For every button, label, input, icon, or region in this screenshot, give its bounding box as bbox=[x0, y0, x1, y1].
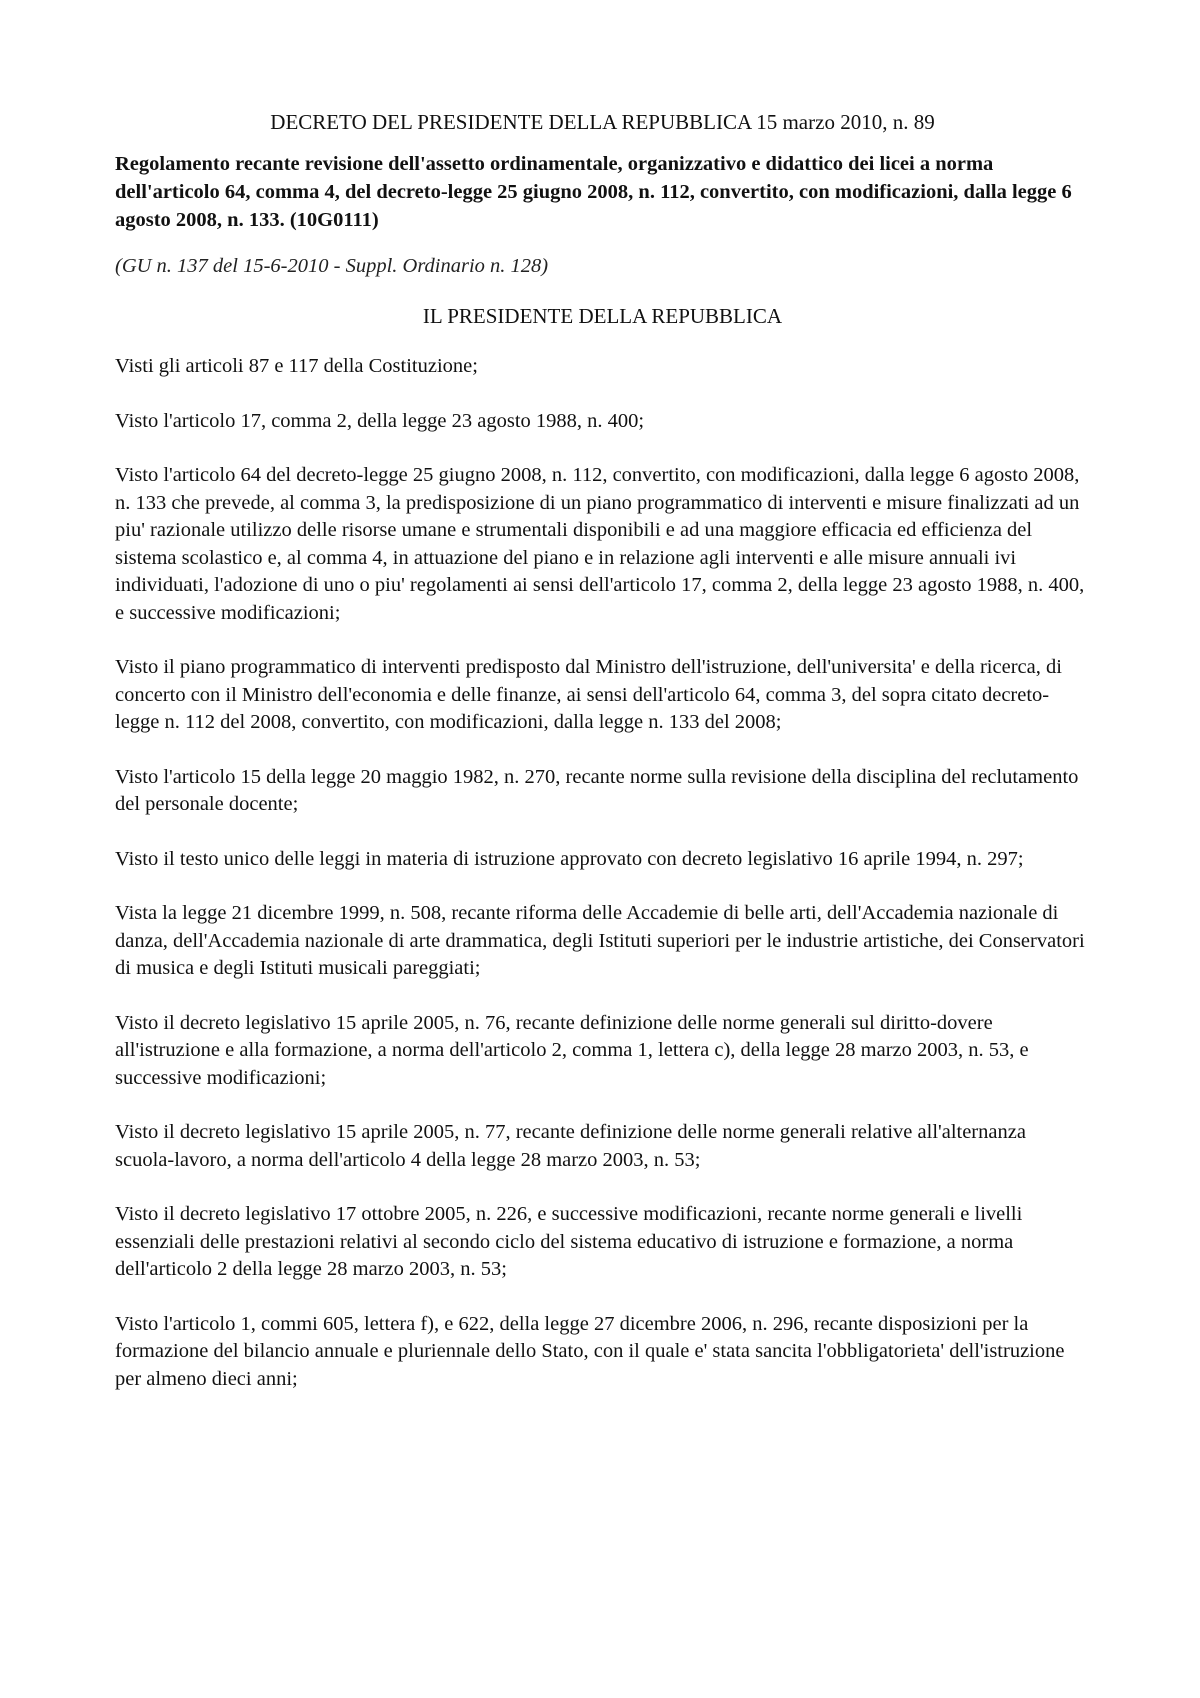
paragraph: Visto il testo unico delle leggi in materia di istruzione approvato con decreto legislativo 16 aprile 1994, n. 297; bbox=[115, 847, 1024, 870]
document-subtitle: Regolamento recante revisione dell'assetto ordinamentale, organizzativo e didattico dei licei a norma dell'articolo 64, comma 4, del decreto-legge 25 giugno 2008, n. 112, convertito, con modificazioni, dalla legge 6 agosto 2008, n. 133. (10G0111) bbox=[115, 153, 1072, 231]
paragraph: Visto il piano programmatico di interventi predisposto dal Ministro dell'istruzione, dell'universita' e della ricerca, di concerto con il Ministro dell'economia e delle finanze, ai sensi dell'articolo 64, comma 3, del sopra citato decreto-legge n. 112 del 2008, convertito, con modificazioni, dalla legge n. 133 del 2008; bbox=[115, 656, 1062, 733]
paragraph: Visto il decreto legislativo 17 ottobre 2005, n. 226, e successive modificazioni, recante norme generali e livelli essenziali delle prestazioni relativi al secondo ciclo del sistema educativo di istruzione e formazione, a norma dell'articolo 2 della legge 28 marzo 2003, n. 53; bbox=[115, 1203, 1023, 1280]
gazette-reference: (GU n. 137 del 15-6-2010 - Suppl. Ordinario n. 128) bbox=[115, 255, 549, 277]
paragraph: Vista la legge 21 dicembre 1999, n. 508, recante riforma delle Accademie di belle arti, dell'Accademia nazionale di danza, dell'Accademia nazionale di arte drammatica, degli Istituti superiori per le industrie artistiche, dei Conservatori di musica e degli Istituti musicali pareggiati; bbox=[115, 902, 1085, 979]
paragraph: Visto l'articolo 15 della legge 20 maggio 1982, n. 270, recante norme sulla revisione della disciplina del reclutamento del personale docente; bbox=[115, 765, 1079, 815]
paragraph: Visto l'articolo 17, comma 2, della legge 23 agosto 1988, n. 400; bbox=[115, 409, 645, 432]
paragraph: Visto l'articolo 1, commi 605, lettera f), e 622, della legge 27 dicembre 2006, n. 296, recante disposizioni per la formazione del bilancio annuale e pluriennale dello Stato, con il quale e' stata sancita l'obbligatorieta' dell'istruzione per almeno dieci anni; bbox=[115, 1312, 1065, 1390]
paragraph: Visti gli articoli 87 e 117 della Costituzione; bbox=[115, 355, 478, 377]
paragraph: Visto l'articolo 64 del decreto-legge 25 giugno 2008, n. 112, convertito, con modificazioni, dalla legge 6 agosto 2008, n. 133 che prevede, al comma 3, la predisposizione di un piano programmatico di interventi e misure finalizzati ad un piu' razionale utilizzo delle risorse umane e strumentali disponibili e ad una maggiore efficacia ed efficienza del sistema scolastico e, al comma 4, in attuazione del piano e in relazione agli interventi e alle misure annuali ivi individuati, l'adozione di uno o piu' regolamenti ai sensi dell'articolo 17, comma 2, della legge 23 agosto 1988, n. 400, e successive modificazioni; bbox=[115, 464, 1085, 624]
section-heading: IL PRESIDENTE DELLA REPUBBLICA bbox=[422, 304, 783, 328]
paragraph: Visto il decreto legislativo 15 aprile 2005, n. 76, recante definizione delle norme generali sul diritto-dovere all'istruzione e alla formazione, a norma dell'articolo 2, comma 1, lettera c), della legge 28 marzo 2003, n. 53, e successive modificazioni; bbox=[115, 1011, 1029, 1089]
paragraph: Visto il decreto legislativo 15 aprile 2005, n. 77, recante definizione delle norme generali relative all'alternanza scuola-lavoro, a norma dell'articolo 4 della legge 28 marzo 2003, n. 53; bbox=[115, 1121, 1026, 1171]
document-title: DECRETO DEL PRESIDENTE DELLA REPUBBLICA 15 marzo 2010, n. 89 bbox=[270, 110, 935, 134]
document-page bbox=[115, 108, 1090, 1420]
